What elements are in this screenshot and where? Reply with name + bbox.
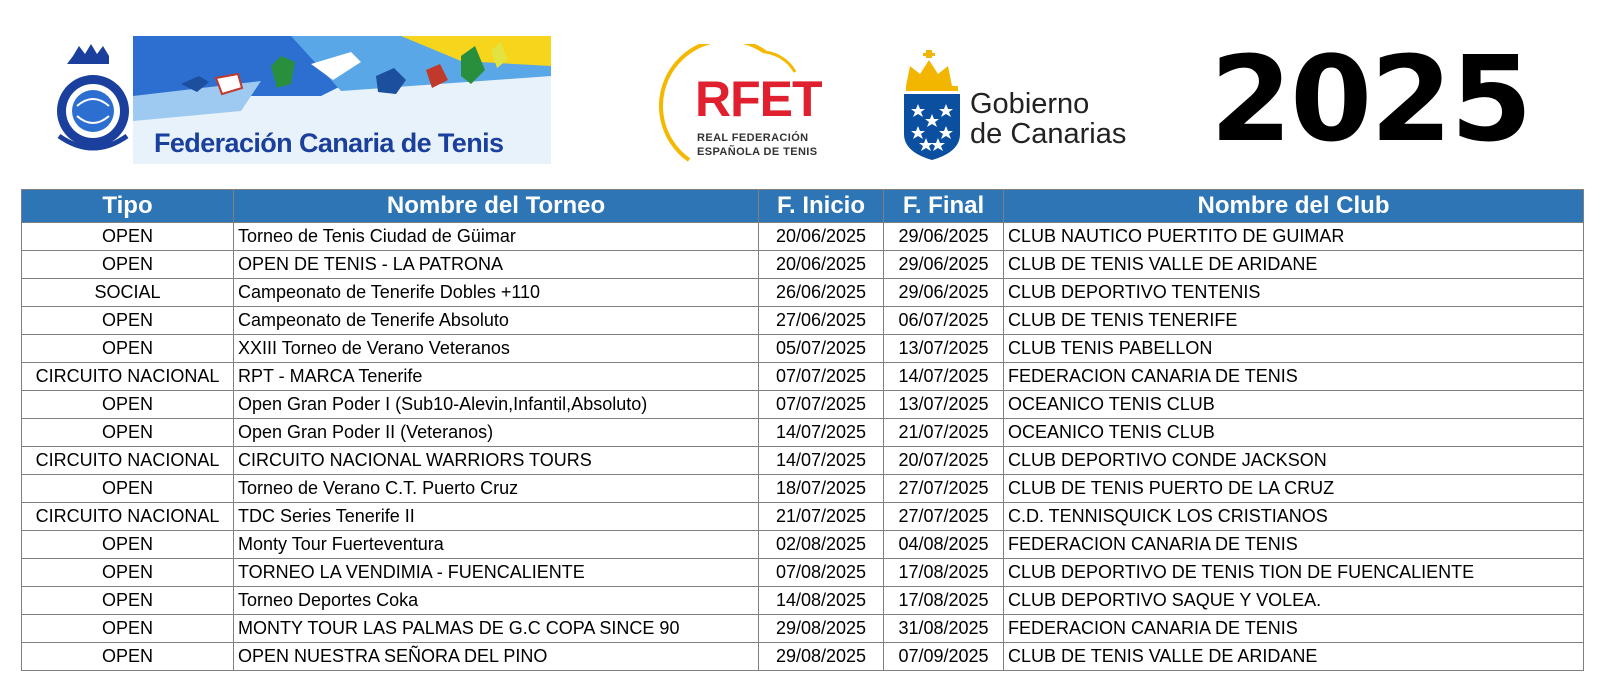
cell-fecha-inicio: 02/08/2025	[759, 531, 884, 559]
table-row	[22, 503, 1584, 531]
cell-fecha-final: 14/07/2025	[884, 363, 1004, 391]
cell-tipo: OPEN	[22, 587, 234, 615]
cell-fecha-final: 20/07/2025	[884, 447, 1004, 475]
gobierno-crest-icon	[900, 50, 964, 160]
cell-nombre-club: FEDERACION CANARIA DE TENIS	[1004, 531, 1584, 559]
table-row	[22, 615, 1584, 643]
cell-fecha-final: 17/08/2025	[884, 559, 1004, 587]
cell-nombre-torneo: Campeonato de Tenerife Absoluto	[234, 307, 759, 335]
cell-fecha-inicio: 05/07/2025	[759, 335, 884, 363]
cell-nombre-club: C.D. TENNISQUICK LOS CRISTIANOS	[1004, 503, 1584, 531]
cell-fecha-inicio: 20/06/2025	[759, 251, 884, 279]
gobierno-text-line2: de Canarias	[970, 118, 1127, 150]
cell-nombre-club: CLUB DEPORTIVO DE TENIS TION DE FUENCALIENTE	[1004, 559, 1584, 587]
cell-nombre-torneo: CIRCUITO NACIONAL WARRIORS TOURS	[234, 447, 759, 475]
cell-nombre-torneo: TORNEO LA VENDIMIA - FUENCALIENTE	[234, 559, 759, 587]
table-row	[22, 335, 1584, 363]
cell-nombre-torneo: TDC Series Tenerife II	[234, 503, 759, 531]
table-row	[22, 391, 1584, 419]
cell-fecha-inicio: 07/07/2025	[759, 391, 884, 419]
rfet-acronym: RFET	[695, 71, 822, 127]
cell-fecha-final: 07/09/2025	[884, 643, 1004, 671]
cell-nombre-torneo: Monty Tour Fuerteventura	[234, 531, 759, 559]
cell-nombre-club: CLUB DEPORTIVO CONDE JACKSON	[1004, 447, 1584, 475]
cell-nombre-club: FEDERACION CANARIA DE TENIS	[1004, 363, 1584, 391]
table-row	[22, 279, 1584, 307]
cell-nombre-club: OCEANICO TENIS CLUB	[1004, 419, 1584, 447]
rfet-subtitle-line1: REAL FEDERACIÓN	[697, 132, 809, 144]
cell-nombre-torneo: MONTY TOUR LAS PALMAS DE G.C COPA SINCE 90	[234, 615, 759, 643]
gobierno-canarias-logo	[900, 50, 1150, 165]
column-header-nombre-torneo: Nombre del Torneo	[234, 190, 759, 223]
cell-fecha-final: 31/08/2025	[884, 615, 1004, 643]
cell-nombre-torneo: Torneo de Verano C.T. Puerto Cruz	[234, 475, 759, 503]
cell-fecha-final: 13/07/2025	[884, 391, 1004, 419]
cell-fecha-inicio: 29/08/2025	[759, 615, 884, 643]
cell-fecha-inicio: 14/07/2025	[759, 419, 884, 447]
table-row	[22, 363, 1584, 391]
cell-nombre-club: CLUB DE TENIS VALLE DE ARIDANE	[1004, 251, 1584, 279]
table-row	[22, 223, 1584, 251]
cell-tipo: OPEN	[22, 419, 234, 447]
cell-tipo: CIRCUITO NACIONAL	[22, 363, 234, 391]
column-header-fecha-inicio: F. Inicio	[759, 190, 884, 223]
cell-tipo: OPEN	[22, 559, 234, 587]
table-row	[22, 475, 1584, 503]
cell-fecha-final: 29/06/2025	[884, 279, 1004, 307]
cell-fecha-inicio: 26/06/2025	[759, 279, 884, 307]
cell-tipo: OPEN	[22, 391, 234, 419]
rfet-subtitle-line2: ESPAÑOLA DE TENIS	[697, 146, 818, 158]
cell-fecha-final: 27/07/2025	[884, 503, 1004, 531]
cell-tipo: OPEN	[22, 531, 234, 559]
cell-tipo: CIRCUITO NACIONAL	[22, 503, 234, 531]
cell-nombre-torneo: Open Gran Poder I (Sub10-Alevin,Infantil,Absoluto)	[234, 391, 759, 419]
cell-fecha-inicio: 27/06/2025	[759, 307, 884, 335]
cell-tipo: OPEN	[22, 251, 234, 279]
table-row	[22, 643, 1584, 671]
column-header-tipo: Tipo	[22, 190, 234, 223]
cell-nombre-club: CLUB DE TENIS TENERIFE	[1004, 307, 1584, 335]
cell-tipo: OPEN	[22, 475, 234, 503]
cell-nombre-torneo: Open Gran Poder II (Veteranos)	[234, 419, 759, 447]
table-row	[22, 419, 1584, 447]
cell-fecha-inicio: 14/07/2025	[759, 447, 884, 475]
column-header-nombre-club: Nombre del Club	[1004, 190, 1584, 223]
cell-nombre-torneo: OPEN DE TENIS - LA PATRONA	[234, 251, 759, 279]
cell-fecha-final: 21/07/2025	[884, 419, 1004, 447]
cell-tipo: SOCIAL	[22, 279, 234, 307]
cell-nombre-torneo: XXIII Torneo de Verano Veteranos	[234, 335, 759, 363]
cell-fecha-inicio: 18/07/2025	[759, 475, 884, 503]
cell-fecha-inicio: 29/08/2025	[759, 643, 884, 671]
cell-nombre-torneo: OPEN NUESTRA SEÑORA DEL PINO	[234, 643, 759, 671]
cell-fecha-final: 17/08/2025	[884, 587, 1004, 615]
cell-tipo: OPEN	[22, 223, 234, 251]
cell-fecha-final: 27/07/2025	[884, 475, 1004, 503]
cell-fecha-final: 04/08/2025	[884, 531, 1004, 559]
cell-nombre-torneo: Campeonato de Tenerife Dobles +110	[234, 279, 759, 307]
cell-fecha-final: 06/07/2025	[884, 307, 1004, 335]
table-row	[22, 307, 1584, 335]
cell-fecha-final: 13/07/2025	[884, 335, 1004, 363]
cell-tipo: OPEN	[22, 335, 234, 363]
cell-nombre-club: OCEANICO TENIS CLUB	[1004, 391, 1584, 419]
cell-fecha-inicio: 21/07/2025	[759, 503, 884, 531]
cell-fecha-inicio: 14/08/2025	[759, 587, 884, 615]
cell-tipo: OPEN	[22, 615, 234, 643]
year-title: 2025	[1210, 30, 1531, 168]
cell-tipo: CIRCUITO NACIONAL	[22, 447, 234, 475]
table-row	[22, 587, 1584, 615]
tournament-table	[21, 189, 1584, 671]
table-header-row	[22, 190, 1584, 223]
table-row	[22, 251, 1584, 279]
cell-fecha-inicio: 07/07/2025	[759, 363, 884, 391]
gobierno-text-line1: Gobierno	[970, 88, 1090, 120]
table-row	[22, 447, 1584, 475]
cell-nombre-club: FEDERACION CANARIA DE TENIS	[1004, 615, 1584, 643]
cell-nombre-club: CLUB DEPORTIVO TENTENIS	[1004, 279, 1584, 307]
cell-fecha-final: 29/06/2025	[884, 251, 1004, 279]
fct-logo	[41, 36, 551, 164]
cell-nombre-club: CLUB TENIS PABELLON	[1004, 335, 1584, 363]
cell-nombre-club: CLUB DE TENIS PUERTO DE LA CRUZ	[1004, 475, 1584, 503]
cell-tipo: OPEN	[22, 643, 234, 671]
table-row	[22, 559, 1584, 587]
cell-nombre-club: CLUB NAUTICO PUERTITO DE GUIMAR	[1004, 223, 1584, 251]
cell-nombre-torneo: Torneo de Tenis Ciudad de Güimar	[234, 223, 759, 251]
cell-fecha-inicio: 20/06/2025	[759, 223, 884, 251]
rfet-logo	[645, 44, 845, 168]
cell-fecha-final: 29/06/2025	[884, 223, 1004, 251]
cell-nombre-torneo: RPT - MARCA Tenerife	[234, 363, 759, 391]
fct-logo-text: Federación Canaria de Tenis	[154, 128, 504, 158]
cell-nombre-club: CLUB DEPORTIVO SAQUE Y VOLEA.	[1004, 587, 1584, 615]
cell-nombre-club: CLUB DE TENIS VALLE DE ARIDANE	[1004, 643, 1584, 671]
table-row	[22, 531, 1584, 559]
column-header-fecha-final: F. Final	[884, 190, 1004, 223]
table-body	[22, 223, 1584, 671]
cell-nombre-torneo: Torneo Deportes Coka	[234, 587, 759, 615]
cell-tipo: OPEN	[22, 307, 234, 335]
cell-fecha-inicio: 07/08/2025	[759, 559, 884, 587]
